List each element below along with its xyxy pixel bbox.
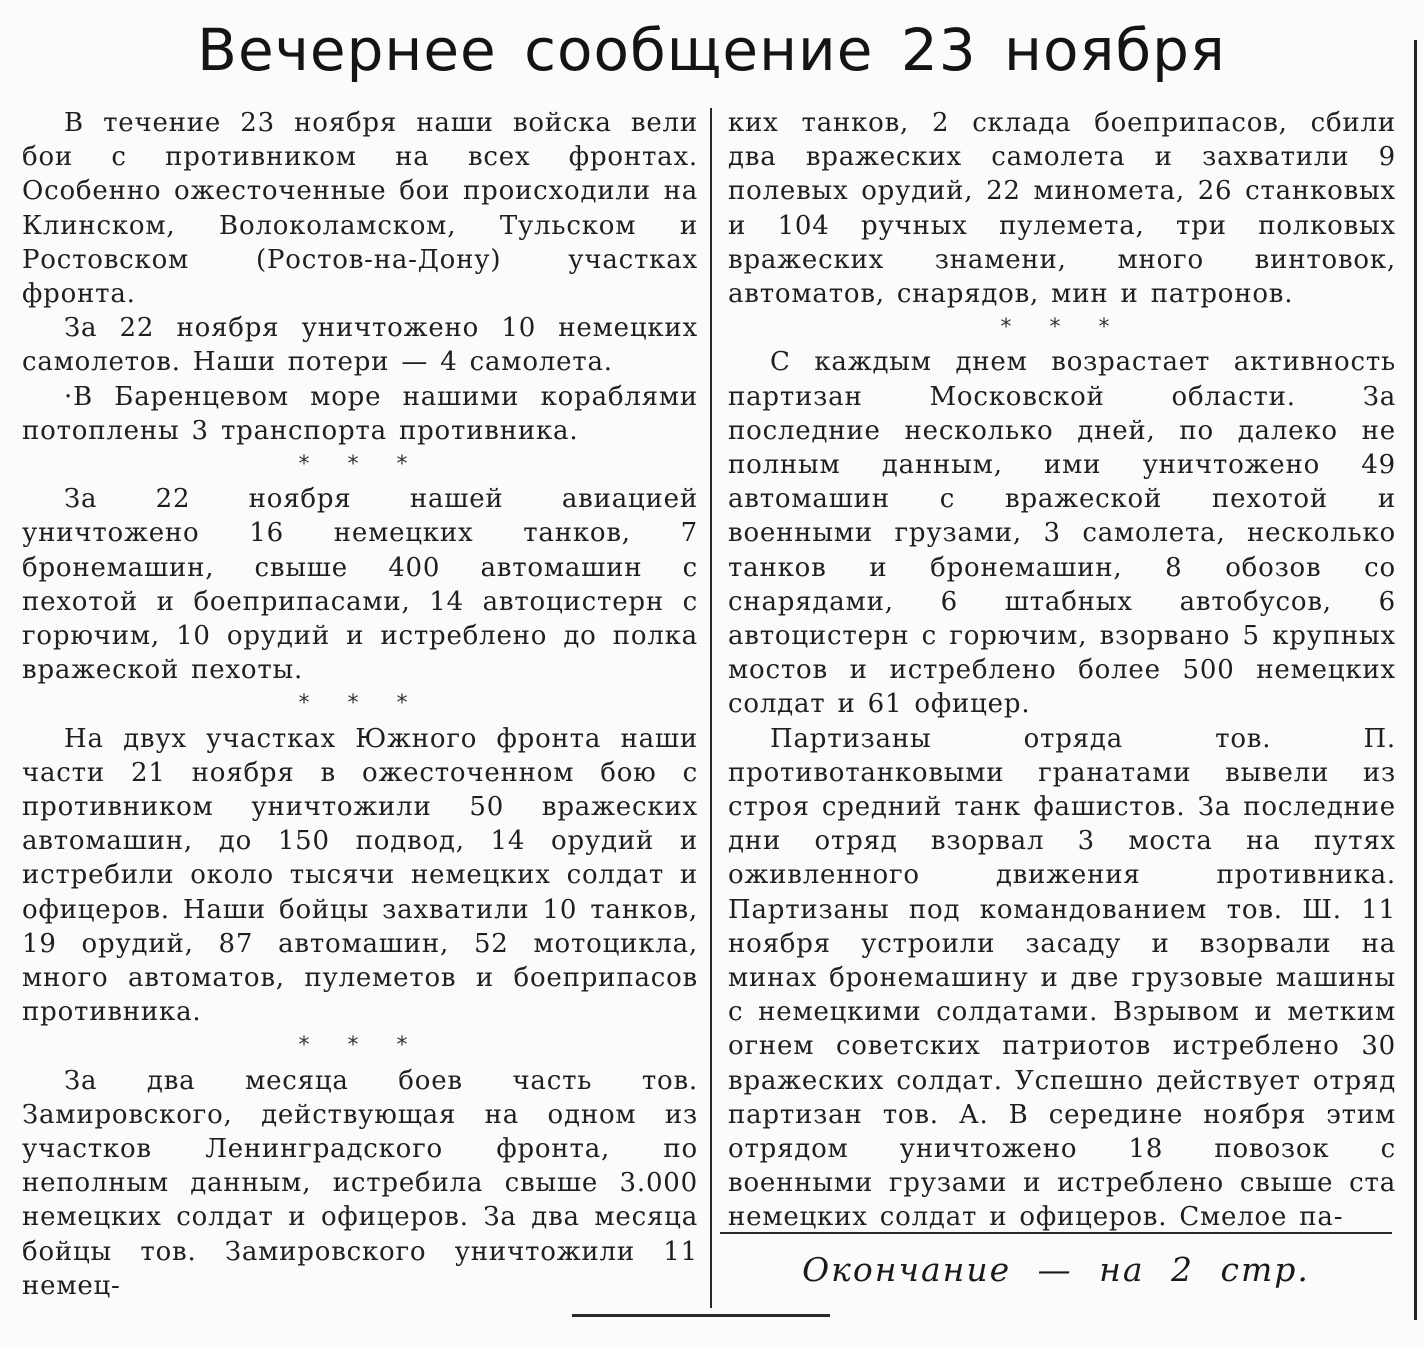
- continuation-note: Окончание — на 2 стр.: [802, 1250, 1310, 1289]
- left-column: [22, 106, 698, 1303]
- bottom-rule: [572, 1314, 830, 1317]
- right-column: [728, 106, 1396, 1235]
- section-separator: * * *: [298, 1033, 422, 1059]
- paragraph: Партизаны отряда тов. П. противотанковыми гранатами вывели из строя средний танк фашистов. За последние дни отряд взорвал 3 моста на путях оживленного движения противника. Партизаны под командованием тов. Ш. 11 ноября устроили засаду и взорвали на минах бронемашину и две грузовые машины с немецкими солдатами. Взрывом и метким огнем советских патриотов истреблено 30 вражеских солдат. Успешно действует отряд партизан тов. А. В середине ноября этим отрядом уничтожено 18 повозок с военными грузами и истреблено свыше ста немецких солдат и офицеров. Смелое па-: [728, 723, 1396, 1233]
- page-edge-rule: [1414, 40, 1417, 1320]
- section-separator: * * *: [298, 452, 422, 478]
- section-separator: * * *: [298, 691, 422, 717]
- section-separator: * * *: [1000, 315, 1124, 341]
- paragraph: ких танков, 2 склада боеприпасов, сбили два вражеских самолета и захватили 9 полевых орудий, 22 миномета, 26 станковых и 104 ручных пулемета, три полковых вражеских знамени, много винтовок, автоматов, снарядов, мин и патронов.: [728, 108, 1396, 310]
- paragraph: С каждым днем возрастает активность партизан Московской области. За последние несколько дней, по далеко не полным данным, ими уничтожено 49 автомашин с вражеской пехотой и военными грузами, 3 самолета, несколько танков и бронемашин, 8 обозов со снарядами, 6 штабных автобусов, 6 автоцистерн с горючим, взорвано 5 крупных мостов и истреблено более 500 немецких солдат и 61 офицер.: [728, 347, 1396, 720]
- paragraph: На двух участках Южного фронта наши части 21 ноября в ожесточенном бою с противником уничтожили 50 вражеских автомашин, до 150 подвод, 14 орудий и истребили около тысячи немецких солдат и офицеров. Наши бойцы захватили 10 танков, 19 орудий, 87 автомашин, 52 мотоцикла, много автоматов, пулеметов и боеприпасов противника.: [22, 723, 698, 1028]
- paragraph: В течение 23 ноября наши войска вели бои с противником на всех фронтах. Особенно ожесточенные бои происходили на Клинском, Волоколамском, Тульском и Ростовском (Ростов-на-Дону) участках фронта.: [22, 108, 698, 310]
- headline: Вечернее сообщение 23 ноября: [197, 16, 1226, 84]
- paragraph: За два месяца боев часть тов. Замировского, действующая на одном из участков Ленинградского фронта, по неполным данным, истребила свыше 3.000 немецких солдат и офицеров. За два месяца бойцы тов. Замировского уничтожили 11 немец-: [22, 1065, 698, 1301]
- paragraph: За 22 ноября нашей авиацией уничтожено 16 немецких танков, 7 бронемашин, свыше 400 автомашин с пехотой и боеприпасами, 14 автоцистерн с горючим, 10 орудий и истреблено до полка вражеской пехоты.: [22, 484, 698, 686]
- continuation-rule: [720, 1232, 1392, 1234]
- paragraph: ·В Баренцевом море нашими кораблями потоплены 3 транспорта противника.: [22, 381, 698, 446]
- column-divider: [710, 108, 712, 1308]
- paragraph: За 22 ноября уничтожено 10 немецких самолетов. Наши потери — 4 самолета.: [22, 313, 698, 378]
